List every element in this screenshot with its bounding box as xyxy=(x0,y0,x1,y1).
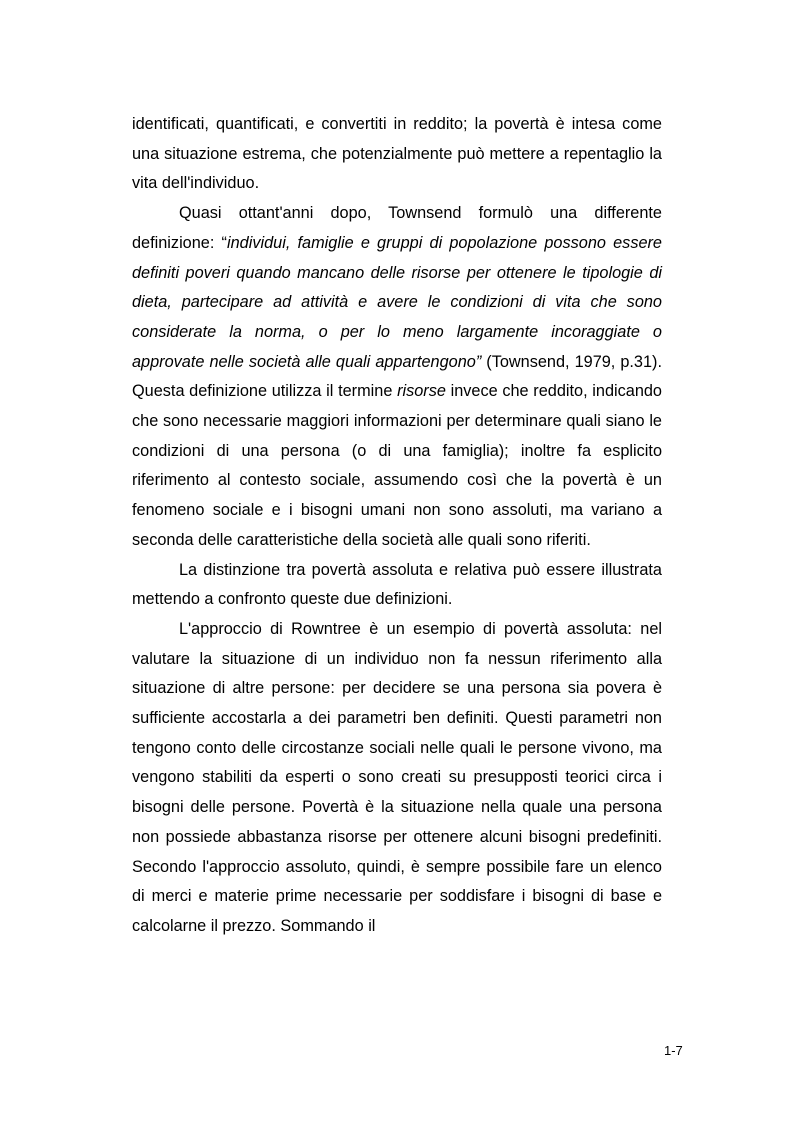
paragraph-2-citation: (Townsend, 1979, p.31). Questa definizione utilizza il termine xyxy=(132,352,662,401)
paragraph-3-text: La distinzione tra povertà assoluta e relativa può essere illustrata mettendo a confronto queste due definizioni. xyxy=(132,560,662,609)
paragraph-4 xyxy=(132,615,662,942)
term-risorse: risorse xyxy=(397,382,446,401)
page-number: 1-7 xyxy=(664,1043,683,1058)
paragraph-2 xyxy=(132,199,662,555)
paragraph-1 xyxy=(132,110,662,199)
townsend-quote: individui, famiglie e gruppi di popolazione possono essere definiti poveri quando mancano delle risorse per ottenere le tipologie di dieta, partecipare ad attività e avere le condizioni di vita che sono considerate la norma, o per lo meno largamente incoraggiate o approvate nelle società alle quali appartengono” xyxy=(132,233,662,371)
document-body xyxy=(132,110,662,942)
paragraph-4-text: L'approccio di Rowntree è un esempio di povertà assoluta: nel valutare la situazione di un individuo non fa nessun riferimento alla situazione di altre persone: per decidere se una persona sia povera è sufficiente accostarla a dei parametri ben definiti. Questi parametri non tengono conto delle circostanze sociali nelle quali le persone vivono, ma vengono stabiliti da esperti o sono creati su presupposti teorici circa i bisogni delle persone. Povertà è la situazione nella quale una persona non possiede abbastanza risorse per ottenere alcuni bisogni predefiniti. Secondo l'approccio assoluto, quindi, è sempre possibile fare un elenco di merci e materie prime necessarie per soddisfare i bisogni di base e calcolarne il prezzo. Sommando il xyxy=(132,619,662,935)
paragraph-1-text: identificati, quantificati, e convertiti in reddito; la povertà è intesa come una situazione estrema, che potenzialmente può mettere a repentaglio la vita dell'individuo. xyxy=(132,115,662,193)
paragraph-3 xyxy=(132,556,662,615)
paragraph-2-intro: Quasi ottant'anni dopo, Townsend formulò una differente definizione: “ xyxy=(132,204,662,252)
paragraph-2-rest: invece che reddito, indicando che sono necessarie maggiori informazioni per determinare quali siano le condizioni di una persona (o di una famiglia); inoltre fa esplicito riferimento al contesto sociale, assumendo così che la povertà è un fenomeno sociale e i bisogni umani non sono assoluti, ma variano a seconda delle caratteristiche della società alle quali sono riferiti. xyxy=(132,382,662,549)
